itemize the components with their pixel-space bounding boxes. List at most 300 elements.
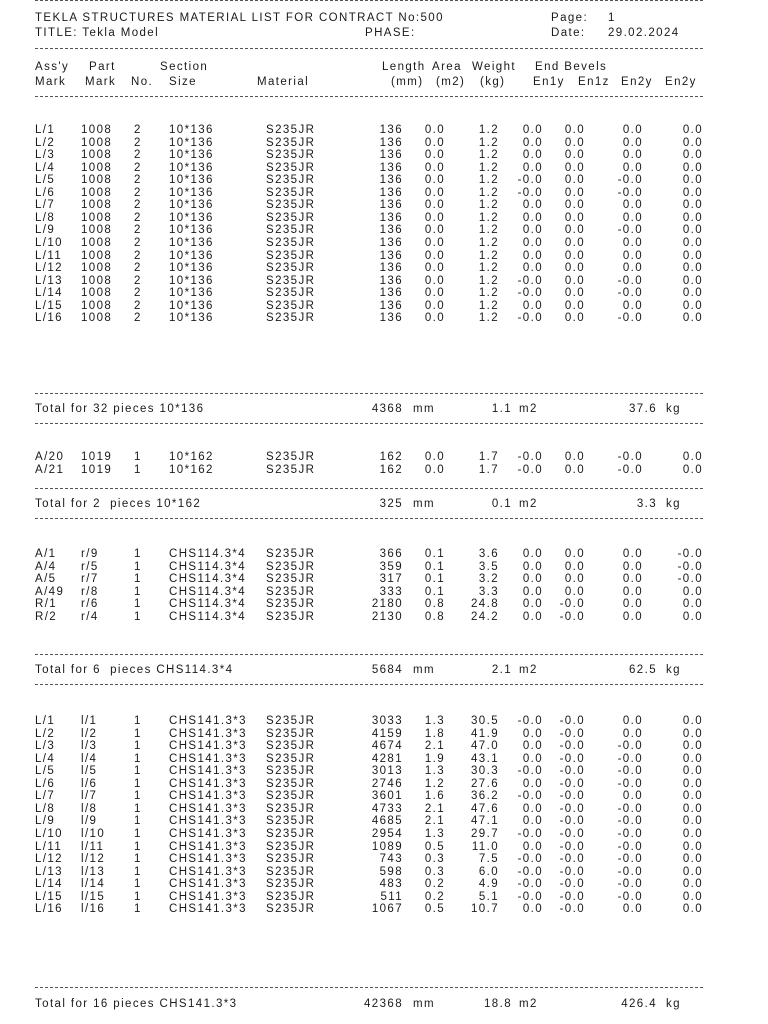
date-label: Date: bbox=[551, 27, 586, 39]
table-cell: 0.0 bbox=[682, 752, 703, 765]
table-cell: S235JR bbox=[266, 211, 316, 224]
table-cell: 0.5 bbox=[424, 840, 445, 853]
table-cell: L/6 bbox=[35, 186, 56, 199]
table-cell: CHS141.3*3 bbox=[169, 802, 247, 815]
table-cell: 136 bbox=[379, 161, 403, 174]
table-cell: -0.0 bbox=[559, 827, 585, 840]
table-cell: S235JR bbox=[266, 236, 316, 249]
table-cell: 1 bbox=[134, 585, 142, 598]
table-cell: -0.0 bbox=[617, 865, 643, 878]
model-title: TITLE: Tekla Model bbox=[35, 27, 160, 39]
table-cell: S235JR bbox=[266, 890, 316, 903]
table-cell: 0.0 bbox=[682, 827, 703, 840]
table-cell: l/10 bbox=[81, 827, 106, 840]
table-cell: A/5 bbox=[35, 573, 57, 586]
table-cell: r/5 bbox=[81, 560, 99, 573]
table-cell: 24.2 bbox=[471, 610, 499, 623]
table-cell: 1.2 bbox=[478, 287, 499, 300]
total-area-unit: m2 bbox=[519, 403, 538, 415]
table-cell: S235JR bbox=[266, 790, 316, 803]
table-cell: -0.0 bbox=[617, 815, 643, 828]
table-cell: A/21 bbox=[35, 463, 65, 476]
column-header: Area bbox=[432, 61, 462, 73]
table-cell: CHS141.3*3 bbox=[169, 840, 247, 853]
table-cell: -0.0 bbox=[559, 765, 585, 778]
table-cell: CHS114.3*4 bbox=[169, 560, 247, 573]
table-cell: 1008 bbox=[81, 124, 113, 136]
table-cell: L/15 bbox=[35, 890, 63, 903]
table-cell: 0.0 bbox=[522, 777, 543, 790]
table-cell: 36.2 bbox=[471, 790, 499, 803]
table-cell: 0.0 bbox=[682, 249, 703, 262]
table-cell: CHS141.3*3 bbox=[169, 865, 247, 878]
dashed-separator bbox=[35, 48, 703, 49]
table-cell: 2 bbox=[134, 312, 142, 325]
table-cell: 2130 bbox=[371, 610, 403, 623]
table-cell: 10*136 bbox=[169, 211, 214, 224]
table-cell: CHS141.3*3 bbox=[169, 827, 247, 840]
table-cell: 0.0 bbox=[622, 299, 643, 312]
table-cell: 0.1 bbox=[424, 560, 445, 573]
table-cell: l/6 bbox=[81, 777, 98, 790]
table-cell: -0.0 bbox=[559, 890, 585, 903]
table-cell: 0.0 bbox=[424, 186, 445, 199]
table-cell: L/3 bbox=[35, 740, 56, 753]
table-cell: 1 bbox=[134, 727, 142, 740]
table-cell: 47.6 bbox=[471, 802, 499, 815]
table-cell: 2 bbox=[134, 249, 142, 262]
table-cell: 0.1 bbox=[424, 548, 445, 560]
table-cell: 0.0 bbox=[564, 224, 585, 237]
table-cell: L/3 bbox=[35, 149, 56, 162]
table-cell: 2 bbox=[134, 262, 142, 275]
table-cell: l/16 bbox=[81, 903, 106, 916]
table-cell: 1.2 bbox=[478, 174, 499, 187]
table-cell: 1 bbox=[134, 548, 142, 560]
table-cell: 0.0 bbox=[622, 249, 643, 262]
table-cell: 0.0 bbox=[682, 199, 703, 212]
table-cell: 1008 bbox=[81, 161, 113, 174]
table-cell: 0.8 bbox=[424, 598, 445, 611]
table-cell: L/2 bbox=[35, 727, 56, 740]
table-cell: 1.8 bbox=[424, 727, 445, 740]
table-cell: -0.0 bbox=[517, 853, 543, 866]
column-header: (m2) bbox=[436, 76, 466, 88]
table-cell: 136 bbox=[379, 249, 403, 262]
table-cell: 1008 bbox=[81, 274, 113, 287]
table-cell: L/9 bbox=[35, 815, 56, 828]
table-cell: 136 bbox=[379, 186, 403, 199]
table-cell: -0.0 bbox=[677, 573, 703, 586]
table-cell: S235JR bbox=[266, 199, 316, 212]
total-area-unit: m2 bbox=[519, 498, 538, 510]
table-cell: 0.0 bbox=[622, 598, 643, 611]
table-cell: -0.0 bbox=[559, 790, 585, 803]
table-cell: 0.0 bbox=[424, 262, 445, 275]
table-cell: r/4 bbox=[81, 610, 99, 623]
table-cell: 6.0 bbox=[478, 865, 499, 878]
table-cell: S235JR bbox=[266, 560, 316, 573]
table-cell: 1008 bbox=[81, 236, 113, 249]
table-cell: -0.0 bbox=[617, 287, 643, 300]
table-cell: 10*136 bbox=[169, 299, 214, 312]
table-cell: 2 bbox=[134, 287, 142, 300]
table-cell: 1008 bbox=[81, 149, 113, 162]
table-cell: 0.0 bbox=[682, 740, 703, 753]
table-cell: 0.0 bbox=[522, 548, 543, 560]
table-cell: 0.0 bbox=[522, 903, 543, 916]
table-cell: 0.0 bbox=[522, 727, 543, 740]
table-cell: 162 bbox=[379, 463, 403, 476]
table-cell: 1 bbox=[134, 573, 142, 586]
table-cell: -0.0 bbox=[517, 878, 543, 891]
dashed-separator bbox=[35, 987, 703, 988]
table-cell: S235JR bbox=[266, 610, 316, 623]
table-cell: 10*136 bbox=[169, 186, 214, 199]
dashed-separator bbox=[35, 488, 703, 489]
table-cell: 0.0 bbox=[622, 548, 643, 560]
table-cell: 1 bbox=[134, 765, 142, 778]
table-cell: 3.2 bbox=[478, 573, 499, 586]
table-cell: L/10 bbox=[35, 236, 63, 249]
table-cell: L/14 bbox=[35, 878, 63, 891]
table-cell: 0.0 bbox=[564, 312, 585, 325]
table-cell: S235JR bbox=[266, 149, 316, 162]
table-cell: 136 bbox=[379, 211, 403, 224]
table-cell: -0.0 bbox=[559, 740, 585, 753]
total-weight: 3.3 bbox=[636, 498, 657, 510]
table-cell: 1 bbox=[134, 740, 142, 753]
table-cell: 3601 bbox=[371, 790, 403, 803]
table-cell: 1 bbox=[134, 802, 142, 815]
table-cell: 0.0 bbox=[564, 236, 585, 249]
table-cell: 2 bbox=[134, 299, 142, 312]
column-header: Ass'y bbox=[35, 61, 70, 73]
table-cell: CHS114.3*4 bbox=[169, 573, 247, 586]
total-area: 2.1 bbox=[491, 664, 512, 676]
table-cell: -0.0 bbox=[559, 727, 585, 740]
total-label: Total for 6 pieces CHS114.3*4 bbox=[35, 664, 234, 676]
table-cell: 0.0 bbox=[682, 890, 703, 903]
table-cell: 1 bbox=[134, 463, 142, 476]
table-cell: 1.2 bbox=[424, 777, 445, 790]
column-header: En2y bbox=[621, 76, 653, 88]
table-cell: l/14 bbox=[81, 878, 106, 891]
table-cell: 136 bbox=[379, 299, 403, 312]
table-cell: 0.0 bbox=[424, 463, 445, 476]
table-cell: -0.0 bbox=[517, 715, 543, 727]
table-cell: 1.2 bbox=[478, 224, 499, 237]
table-cell: S235JR bbox=[266, 740, 316, 753]
table-cell: 0.0 bbox=[622, 199, 643, 212]
table-cell: 0.0 bbox=[564, 451, 585, 463]
table-cell: L/4 bbox=[35, 752, 56, 765]
table-cell: 0.0 bbox=[564, 124, 585, 136]
column-header: Mark bbox=[85, 76, 117, 88]
table-cell: 0.0 bbox=[622, 136, 643, 149]
table-cell: 1.7 bbox=[478, 451, 499, 463]
table-cell: 136 bbox=[379, 199, 403, 212]
table-cell: 1.2 bbox=[478, 249, 499, 262]
table-cell: CHS141.3*3 bbox=[169, 815, 247, 828]
column-header: Length bbox=[382, 61, 426, 73]
table-cell: 0.0 bbox=[682, 174, 703, 187]
total-label: Total for 16 pieces CHS141.3*3 bbox=[35, 998, 238, 1010]
table-cell: -0.0 bbox=[617, 451, 643, 463]
table-cell: -0.0 bbox=[617, 224, 643, 237]
table-cell: S235JR bbox=[266, 840, 316, 853]
table-cell: A/20 bbox=[35, 451, 65, 463]
table-cell: -0.0 bbox=[517, 312, 543, 325]
table-cell: r/8 bbox=[81, 585, 99, 598]
table-cell: A/4 bbox=[35, 560, 57, 573]
table-cell: 0.0 bbox=[622, 715, 643, 727]
column-header: Weight bbox=[472, 61, 516, 73]
table-cell: -0.0 bbox=[517, 174, 543, 187]
table-cell: 1008 bbox=[81, 186, 113, 199]
table-cell: 2 bbox=[134, 224, 142, 237]
table-cell: 0.0 bbox=[522, 840, 543, 853]
table-cell: S235JR bbox=[266, 903, 316, 916]
table-cell: 10*136 bbox=[169, 312, 214, 325]
table-cell: S235JR bbox=[266, 752, 316, 765]
table-cell: 0.0 bbox=[522, 149, 543, 162]
table-cell: L/5 bbox=[35, 765, 56, 778]
total-length: 42368 bbox=[364, 998, 403, 1010]
table-cell: S235JR bbox=[266, 598, 316, 611]
table-cell: -0.0 bbox=[617, 777, 643, 790]
total-area-unit: m2 bbox=[519, 664, 538, 676]
table-cell: 0.1 bbox=[424, 585, 445, 598]
table-cell: 0.0 bbox=[682, 287, 703, 300]
table-cell: 0.0 bbox=[682, 715, 703, 727]
table-cell: 0.0 bbox=[682, 236, 703, 249]
table-cell: 3.5 bbox=[478, 560, 499, 573]
table-cell: CHS141.3*3 bbox=[169, 727, 247, 740]
table-cell: L/13 bbox=[35, 865, 63, 878]
table-cell: 0.0 bbox=[564, 560, 585, 573]
table-cell: 0.0 bbox=[682, 840, 703, 853]
table-cell: S235JR bbox=[266, 865, 316, 878]
table-cell: 1008 bbox=[81, 199, 113, 212]
dashed-separator bbox=[35, 518, 703, 519]
table-cell: 0.0 bbox=[682, 451, 703, 463]
table-cell: 24.8 bbox=[471, 598, 499, 611]
table-cell: 0.0 bbox=[564, 161, 585, 174]
table-cell: 3.3 bbox=[478, 585, 499, 598]
total-length-unit: mm bbox=[413, 498, 435, 510]
table-cell: CHS141.3*3 bbox=[169, 765, 247, 778]
table-cell: S235JR bbox=[266, 274, 316, 287]
table-cell: 0.0 bbox=[682, 224, 703, 237]
table-cell: 10*162 bbox=[169, 451, 214, 463]
table-cell: 0.2 bbox=[424, 890, 445, 903]
table-cell: 0.0 bbox=[682, 727, 703, 740]
table-cell: 0.0 bbox=[682, 262, 703, 275]
table-cell: 0.0 bbox=[682, 598, 703, 611]
table-cell: S235JR bbox=[266, 186, 316, 199]
table-cell: 366 bbox=[379, 548, 403, 560]
table-cell: S235JR bbox=[266, 548, 316, 560]
table-cell: 1 bbox=[134, 890, 142, 903]
table-cell: 0.0 bbox=[424, 312, 445, 325]
table-cell: 2 bbox=[134, 161, 142, 174]
table-cell: 0.0 bbox=[564, 149, 585, 162]
table-cell: 1.2 bbox=[478, 149, 499, 162]
table-cell: 136 bbox=[379, 287, 403, 300]
table-cell: S235JR bbox=[266, 136, 316, 149]
column-header: Material bbox=[257, 76, 310, 88]
table-cell: 0.0 bbox=[682, 463, 703, 476]
table-cell: 1 bbox=[134, 777, 142, 790]
table-cell: 0.3 bbox=[424, 853, 445, 866]
column-header: En1y bbox=[533, 76, 565, 88]
table-cell: 0.0 bbox=[622, 560, 643, 573]
table-cell: 0.0 bbox=[622, 262, 643, 275]
table-cell: 0.0 bbox=[682, 585, 703, 598]
table-cell: L/1 bbox=[35, 124, 56, 136]
table-cell: L/12 bbox=[35, 853, 63, 866]
total-weight-unit: kg bbox=[666, 998, 681, 1010]
table-cell: 4281 bbox=[371, 752, 403, 765]
total-weight-unit: kg bbox=[666, 403, 681, 415]
table-cell: L/14 bbox=[35, 287, 63, 300]
table-cell: 4685 bbox=[371, 815, 403, 828]
table-cell: R/2 bbox=[35, 610, 58, 623]
table-cell: 1 bbox=[134, 853, 142, 866]
table-cell: -0.0 bbox=[559, 610, 585, 623]
dashed-separator bbox=[35, 684, 703, 685]
table-cell: 0.0 bbox=[682, 777, 703, 790]
table-cell: 1 bbox=[134, 827, 142, 840]
table-cell: 1.2 bbox=[478, 211, 499, 224]
table-cell: 0.0 bbox=[522, 249, 543, 262]
table-cell: S235JR bbox=[266, 727, 316, 740]
total-area: 1.1 bbox=[491, 403, 512, 415]
table-cell: 11.0 bbox=[471, 840, 499, 853]
table-cell: 0.0 bbox=[622, 790, 643, 803]
table-cell: CHS114.3*4 bbox=[169, 585, 247, 598]
table-cell: 1 bbox=[134, 560, 142, 573]
table-cell: 0.0 bbox=[564, 548, 585, 560]
table-cell: 4159 bbox=[371, 727, 403, 740]
table-cell: 3.6 bbox=[478, 548, 499, 560]
table-cell: S235JR bbox=[266, 802, 316, 815]
table-cell: -0.0 bbox=[559, 715, 585, 727]
table-cell: CHS141.3*3 bbox=[169, 740, 247, 753]
table-cell: 0.0 bbox=[522, 815, 543, 828]
table-cell: L/5 bbox=[35, 174, 56, 187]
table-cell: 10*136 bbox=[169, 274, 214, 287]
table-cell: -0.0 bbox=[517, 186, 543, 199]
table-cell: 5.1 bbox=[478, 890, 499, 903]
column-header: En1z bbox=[578, 76, 610, 88]
table-cell: -0.0 bbox=[617, 878, 643, 891]
table-cell: 511 bbox=[380, 890, 403, 903]
table-cell: -0.0 bbox=[617, 312, 643, 325]
table-cell: CHS114.3*4 bbox=[169, 598, 247, 611]
total-label: Total for 2 pieces 10*162 bbox=[35, 498, 202, 510]
total-weight: 62.5 bbox=[629, 664, 657, 676]
table-cell: 0.0 bbox=[564, 199, 585, 212]
table-cell: -0.0 bbox=[559, 752, 585, 765]
table-cell: L/2 bbox=[35, 136, 56, 149]
table-cell: L/11 bbox=[35, 840, 63, 853]
table-cell: S235JR bbox=[266, 299, 316, 312]
table-cell: 1 bbox=[134, 752, 142, 765]
table-cell: -0.0 bbox=[559, 777, 585, 790]
contract-title: TEKLA STRUCTURES MATERIAL LIST FOR CONTRACT No:500 bbox=[35, 12, 444, 24]
table-cell: 0.0 bbox=[564, 299, 585, 312]
table-cell: 0.0 bbox=[682, 136, 703, 149]
table-cell: 1 bbox=[134, 865, 142, 878]
table-cell: 0.0 bbox=[522, 598, 543, 611]
table-cell: 0.0 bbox=[564, 262, 585, 275]
table-cell: 3013 bbox=[371, 765, 403, 778]
table-cell: 136 bbox=[379, 149, 403, 162]
table-cell: 2 bbox=[134, 124, 142, 136]
dashed-separator bbox=[35, 654, 703, 655]
table-cell: 1 bbox=[134, 878, 142, 891]
table-cell: L/16 bbox=[35, 903, 63, 916]
total-label: Total for 32 pieces 10*136 bbox=[35, 403, 205, 415]
table-cell: 0.1 bbox=[424, 573, 445, 586]
table-cell: -0.0 bbox=[617, 274, 643, 287]
table-cell: 10.7 bbox=[471, 903, 499, 916]
table-cell: 0.0 bbox=[522, 262, 543, 275]
table-cell: r/9 bbox=[81, 548, 99, 560]
table-cell: -0.0 bbox=[517, 827, 543, 840]
table-cell: L/1 bbox=[35, 715, 56, 727]
table-cell: 0.0 bbox=[424, 174, 445, 187]
table-cell: 0.0 bbox=[564, 573, 585, 586]
total-length: 4368 bbox=[371, 403, 403, 415]
table-cell: -0.0 bbox=[617, 840, 643, 853]
table-cell: l/11 bbox=[81, 840, 105, 853]
table-cell: 7.5 bbox=[478, 853, 499, 866]
table-cell: S235JR bbox=[266, 765, 316, 778]
table-cell: 1 bbox=[134, 610, 142, 623]
table-cell: 1 bbox=[134, 903, 142, 916]
table-cell: L/12 bbox=[35, 262, 63, 275]
total-length: 5684 bbox=[371, 664, 403, 676]
table-cell: 1.2 bbox=[478, 136, 499, 149]
table-cell: 0.0 bbox=[682, 274, 703, 287]
table-cell: 10*162 bbox=[169, 463, 214, 476]
column-header: Part bbox=[89, 61, 116, 73]
table-cell: 0.0 bbox=[424, 451, 445, 463]
table-cell: 1 bbox=[134, 715, 142, 727]
table-cell: 1 bbox=[134, 598, 142, 611]
table-cell: l/7 bbox=[81, 790, 98, 803]
table-cell: 2.1 bbox=[424, 740, 445, 753]
table-cell: 10*136 bbox=[169, 161, 214, 174]
table-cell: 2.1 bbox=[424, 802, 445, 815]
table-cell: 2 bbox=[134, 274, 142, 287]
table-cell: 0.0 bbox=[682, 299, 703, 312]
table-cell: 4674 bbox=[371, 740, 403, 753]
table-cell: 0.0 bbox=[622, 124, 643, 136]
table-cell: 136 bbox=[379, 124, 403, 136]
dashed-separator bbox=[35, 96, 703, 97]
table-cell: 1.2 bbox=[478, 161, 499, 174]
table-cell: -0.0 bbox=[517, 890, 543, 903]
table-cell: 1.2 bbox=[478, 274, 499, 287]
table-cell: 359 bbox=[379, 560, 403, 573]
table-cell: 0.0 bbox=[622, 573, 643, 586]
table-cell: 136 bbox=[379, 236, 403, 249]
table-cell: 743 bbox=[379, 853, 403, 866]
